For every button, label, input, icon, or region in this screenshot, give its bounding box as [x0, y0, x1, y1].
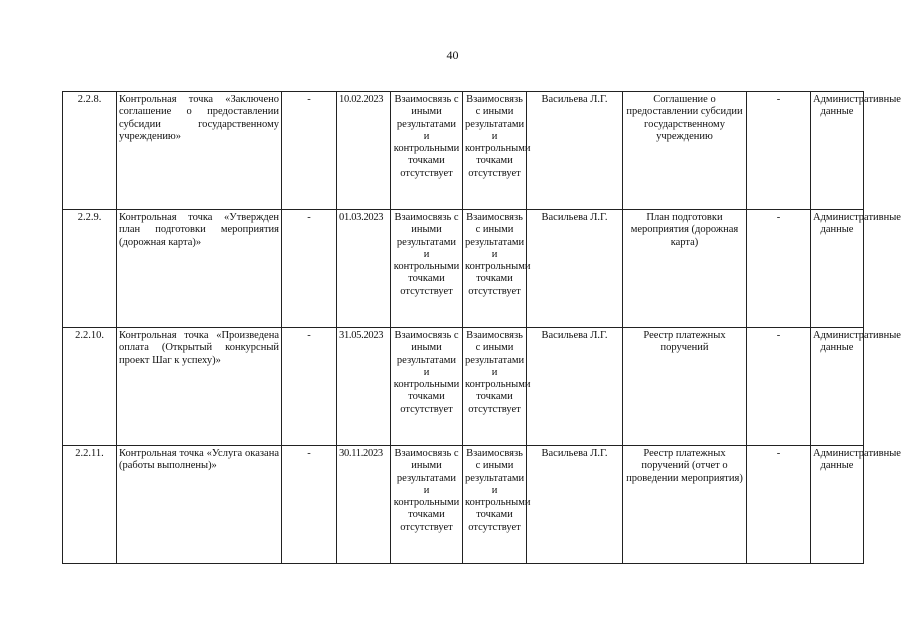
data-source-cell: Административные данные: [811, 446, 864, 564]
end-date-cell: 01.03.2023: [337, 210, 391, 328]
relation-cell-secondary: Взаимосвязь с иными результатами и контрольными точками отсутствует: [463, 210, 527, 328]
document-cell: План подготовки мероприятия (дорожная карта): [623, 210, 747, 328]
relation-cell: Взаимосвязь с иными результатами и контрольными точками отсутствует: [391, 210, 463, 328]
document-cell: Реестр платежных поручений: [623, 328, 747, 446]
responsible-cell: Васильева Л.Г.: [527, 328, 623, 446]
document-cell: Соглашение о предоставлении субсидии государственному учреждению: [623, 92, 747, 210]
relation-cell: Взаимосвязь с иными результатами и контрольными точками отсутствует: [391, 446, 463, 564]
start-date-cell: -: [282, 446, 337, 564]
start-date-cell: -: [282, 210, 337, 328]
row-number: 2.2.8.: [63, 92, 117, 210]
relation-cell-secondary: Взаимосвязь с иными результатами и контрольными точками отсутствует: [463, 92, 527, 210]
relation-cell: Взаимосвязь с иными результатами и контрольными точками отсутствует: [391, 92, 463, 210]
start-date-cell: -: [282, 328, 337, 446]
relation-cell-secondary: Взаимосвязь с иными результатами и контрольными точками отсутствует: [463, 328, 527, 446]
data-source-cell: Административные данные: [811, 92, 864, 210]
relation-cell-secondary: Взаимосвязь с иными результатами и контрольными точками отсутствует: [463, 446, 527, 564]
table-row: [63, 328, 864, 446]
control-point-name: Контрольная точка «Утвержден план подготовки мероприятия (дорожная карта)»: [117, 210, 282, 328]
table-row: [63, 446, 864, 564]
end-date-cell: 30.11.2023: [337, 446, 391, 564]
control-point-name: Контрольная точка «Услуга оказана (работы выполнены)»: [117, 446, 282, 564]
data-source-cell: Административные данные: [811, 328, 864, 446]
page-number: 40: [446, 48, 459, 62]
end-date-cell: 10.02.2023: [337, 92, 391, 210]
info-system-cell: -: [747, 92, 811, 210]
control-point-name: Контрольная точка «Заключено соглашение о предоставлении субсидии государственному учреждению»: [117, 92, 282, 210]
responsible-cell: Васильева Л.Г.: [527, 446, 623, 564]
row-number: 2.2.11.: [63, 446, 117, 564]
control-points-table: [62, 91, 901, 564]
control-point-name: Контрольная точка «Произведена оплата (Открытый конкурсный проект Шаг к успеху)»: [117, 328, 282, 446]
row-number: 2.2.9.: [63, 210, 117, 328]
table-row: [63, 210, 864, 328]
start-date-cell: -: [282, 92, 337, 210]
info-system-cell: -: [747, 210, 811, 328]
info-system-cell: -: [747, 446, 811, 564]
document-cell: Реестр платежных поручений (отчет о проведении мероприятия): [623, 446, 747, 564]
responsible-cell: Васильева Л.Г.: [527, 92, 623, 210]
responsible-cell: Васильева Л.Г.: [527, 210, 623, 328]
info-system-cell: -: [747, 328, 811, 446]
data-source-cell: Административные данные: [811, 210, 864, 328]
row-number: 2.2.10.: [63, 328, 117, 446]
relation-cell: Взаимосвязь с иными результатами и контрольными точками отсутствует: [391, 328, 463, 446]
end-date-cell: 31.05.2023: [337, 328, 391, 446]
table-row: [63, 92, 864, 210]
